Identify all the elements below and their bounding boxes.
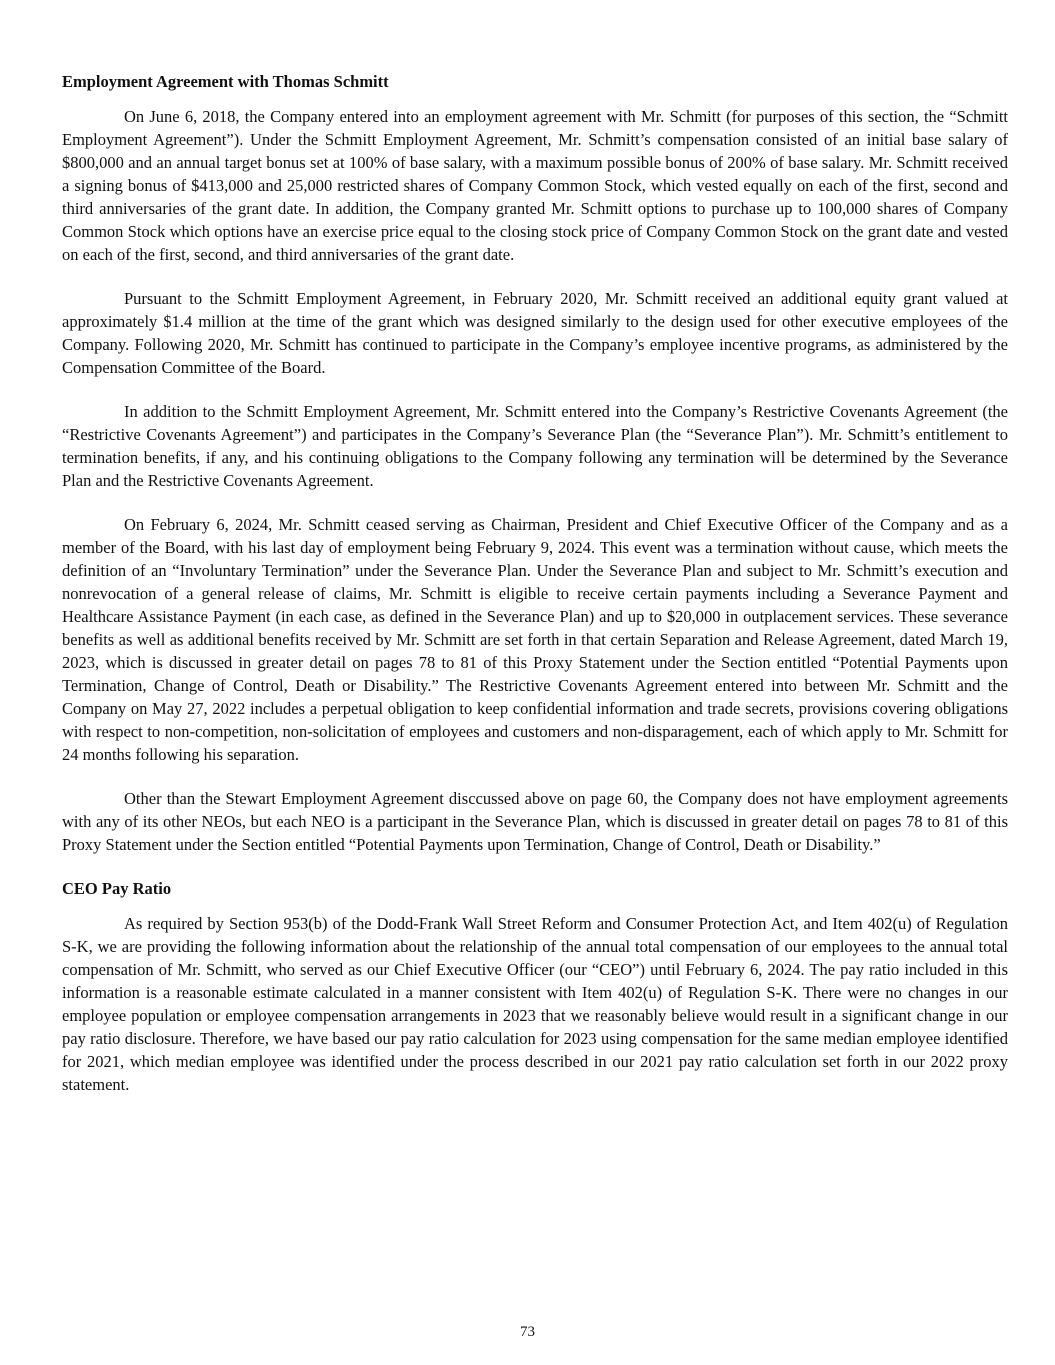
section-heading: Employment Agreement with Thomas Schmitt	[62, 72, 389, 91]
section-ceo-pay-ratio	[62, 877, 1008, 1096]
paragraph: Pursuant to the Schmitt Employment Agreement, in February 2020, Mr. Schmitt received an additional equity grant valued at approximately $1.4 million at the time of the grant which was designed similarly to the design used for other executive employees of the Company. Following 2020, Mr. Schmitt has continued to participate in the Company’s employee incentive programs, as administered by the Compensation Committee of the Board.	[62, 289, 1008, 377]
document-page	[62, 70, 1008, 1117]
section-heading: CEO Pay Ratio	[62, 879, 172, 898]
section-employment-agreement	[62, 70, 1008, 856]
paragraph: On June 6, 2018, the Company entered into an employment agreement with Mr. Schmitt (for purposes of this section, the “Schmitt Employment Agreement”). Under the Schmitt Employment Agreement, Mr. Schmitt’s compensation consisted of an initial base salary of $800,000 and an annual target bonus set at 100% of base salary, with a maximum possible bonus of 200% of base salary. Mr. Schmitt received a signing bonus of $413,000 and 25,000 restricted shares of Company Common Stock, which vested equally on each of the first, second and third anniversaries of the grant date. In addition, the Company granted Mr. Schmitt options to purchase up to 100,000 shares of Company Common Stock which options have an exercise price equal to the closing stock price of Company Common Stock on the grant date and vested on each of the first, second, and third anniversaries of the grant date.	[62, 107, 1008, 264]
paragraph: In addition to the Schmitt Employment Agreement, Mr. Schmitt entered into the Company’s Restrictive Covenants Agreement (the “Restrictive Covenants Agreement”) and participates in the Company’s Severance Plan (the “Severance Plan”). Mr. Schmitt’s entitlement to termination benefits, if any, and his continuing obligations to the Company following any termination will be determined by the Severance Plan and the Restrictive Covenants Agreement.	[62, 402, 1008, 490]
paragraph: As required by Section 953(b) of the Dodd-Frank Wall Street Reform and Consumer Protection Act, and Item 402(u) of Regulation S-K, we are providing the following information about the relationship of the annual total compensation of our employees to the annual total compensation of Mr. Schmitt, who served as our Chief Executive Officer (our “CEO”) until February 6, 2024. The pay ratio included in this information is a reasonable estimate calculated in a manner consistent with Item 402(u) of Regulation S-K. There were no changes in our employee population or employee compensation arrangements in 2023 that we reasonably believe would result in a significant change in our pay ratio disclosure. Therefore, we have based our pay ratio calculation for 2023 using compensation for the same median employee identified for 2021, which median employee was identified under the process described in our 2021 pay ratio calculation set forth in our 2022 proxy statement.	[62, 914, 1008, 1094]
page-number: 73	[520, 1324, 535, 1340]
paragraph: On February 6, 2024, Mr. Schmitt ceased serving as Chairman, President and Chief Executive Officer of the Company and as a member of the Board, with his last day of employment being February 9, 2024. This event was a termination without cause, which meets the definition of an “Involuntary Termination” under the Severance Plan. Under the Severance Plan and subject to Mr. Schmitt’s execution and nonrevocation of a general release of claims, Mr. Schmitt is eligible to receive certain payments including a Severance Payment and Healthcare Assistance Payment (in each case, as defined in the Severance Plan) and up to $20,000 in outplacement services. These severance benefits as well as additional benefits received by Mr. Schmitt are set forth in that certain Separation and Release Agreement, dated March 19, 2023, which is discussed in greater detail on pages 78 to 81 of this Proxy Statement under the Section entitled “Potential Payments upon Termination, Change of Control, Death or Disability.” The Restrictive Covenants Agreement entered into between Mr. Schmitt and the Company on May 27, 2022 includes a perpetual obligation to keep confidential information and trade secrets, provisions covering obligations with respect to non-competition, non-solicitation of employees and customers and non-disparagement, each of which apply to Mr. Schmitt for 24 months following his separation.	[62, 515, 1008, 764]
paragraph: Other than the Stewart Employment Agreement disccussed above on page 60, the Company does not have employment agreements with any of its other NEOs, but each NEO is a participant in the Severance Plan, which is discussed in greater detail on pages 78 to 81 of this Proxy Statement under the Section entitled “Potential Payments upon Termination, Change of Control, Death or Disability.”	[62, 789, 1008, 854]
